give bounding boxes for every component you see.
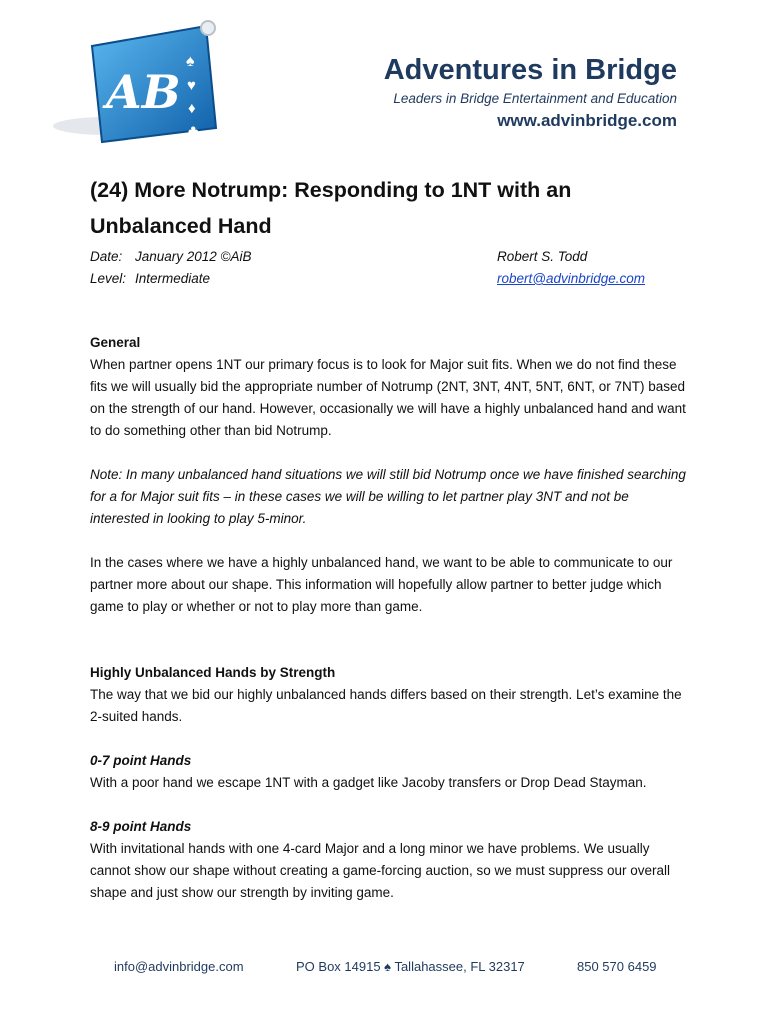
document-body <box>90 332 690 904</box>
note-paragraph: Note: In many unbalanced hand situations we will still bid Notrump once we have finished searching for a for Major suit fits – in these cases we will be willing to let partner play 3NT and not be interested in looking to play 5-minor. <box>90 467 686 526</box>
footer-address: PO Box 14915 ♠ Tallahassee, FL 32317 <box>296 959 525 974</box>
svg-text:♥: ♥ <box>187 77 196 94</box>
org-name: Adventures in Bridge <box>383 54 677 86</box>
logo-text: AB <box>106 65 181 119</box>
general-paragraph-1: When partner opens 1NT our primary focus is to look for Major suit fits. When we do not find these fits we will usually bid the appropriate number of Notrump (2NT, 3NT, 4NT, 5NT, 6NT, or 7NT) based on the strength of our hand. However, occasionally we will have a highly unbalanced hand and want to do something other than bid Notrump. <box>90 357 686 438</box>
svg-text:♣: ♣ <box>188 123 199 140</box>
footer-phone: 850 570 6459 <box>577 959 657 974</box>
meta-right <box>497 246 645 290</box>
org-website-link[interactable]: www.advinbridge.com <box>497 111 677 130</box>
hands-8-9-paragraph: With invitational hands with one 4-card Major and a long minor we have problems. We usually cannot show our shape without creating a game-forcing auction, so we must suppress our overall shape and just show our strength by inviting game. <box>90 841 671 900</box>
footer-email-link[interactable]: info@advinbridge.com <box>114 959 244 974</box>
level-value: Intermediate <box>135 271 211 286</box>
hands-0-7-heading: 0-7 point Hands <box>90 753 192 768</box>
level-label: Level: <box>90 271 127 286</box>
general-paragraph-2: In the cases where we have a highly unbalanced hand, we want to be able to communicate to our partner more about our shape. This information will hopefully allow partner to better judge which game to play or whether or not to play more than game. <box>90 555 673 614</box>
author-name: Robert S. Todd <box>497 249 588 264</box>
svg-text:♦: ♦ <box>188 100 196 117</box>
general-heading: General <box>90 335 141 350</box>
hands-0-7-paragraph: With a poor hand we escape 1NT with a gadget like Jacoby transfers or Drop Dead Stayman. <box>90 775 647 790</box>
hands-8-9-heading: 8-9 point Hands <box>90 819 192 834</box>
svg-text:♠: ♠ <box>186 53 195 70</box>
strength-heading: Highly Unbalanced Hands by Strength <box>90 665 336 680</box>
adventures-in-bridge-logo <box>48 18 228 148</box>
date-value: January 2012 ©AiB <box>135 249 252 264</box>
document-title: (24) More Notrump: Responding to 1NT with an Unbalanced Hand <box>90 178 572 238</box>
org-tagline: Leaders in Bridge Entertainment and Education <box>393 91 677 106</box>
strength-paragraph: The way that we bid our highly unbalanced hands differs based on their strength. Let’s examine the 2-suited hands. <box>90 687 682 724</box>
author-email-link[interactable]: robert@advinbridge.com <box>497 271 646 286</box>
meta-left <box>90 246 252 290</box>
header-brand <box>384 52 677 131</box>
date-label: Date: <box>90 249 123 264</box>
